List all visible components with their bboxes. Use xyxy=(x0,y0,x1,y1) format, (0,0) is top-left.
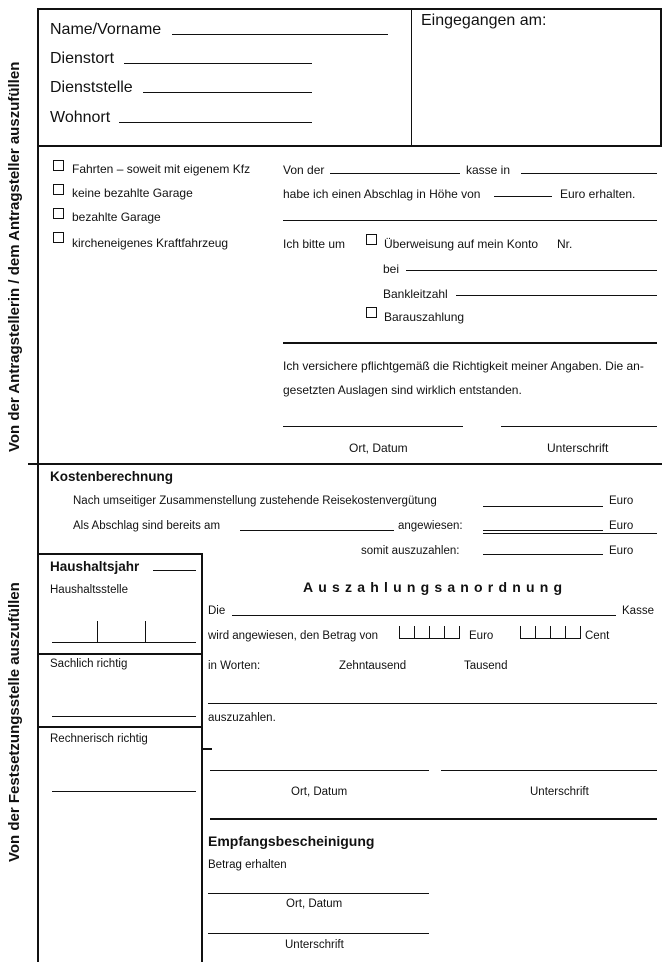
rechnerisch-box-top xyxy=(37,726,202,728)
declaration-divider xyxy=(283,342,657,344)
empfang-ort-datum-field[interactable] xyxy=(208,893,429,894)
blz-label: Bankleitzahl xyxy=(383,287,448,301)
wohnort-label: Wohnort xyxy=(50,109,111,126)
abschlag-extra-line[interactable] xyxy=(283,220,657,221)
kosten-row3-field[interactable] xyxy=(483,554,603,555)
kasse-in-field[interactable] xyxy=(521,173,657,174)
dienstort-label: Dienstort xyxy=(50,50,115,67)
empfang-divider xyxy=(210,818,657,820)
kosten-row1-euro: Euro xyxy=(609,495,634,507)
haushaltsstelle-label: Haushaltsstelle xyxy=(50,584,128,596)
von-der-label: Von der xyxy=(283,163,325,177)
cent-digit-boxes[interactable] xyxy=(520,626,580,640)
anordnung-ort-datum-label: Ort, Datum xyxy=(291,786,348,798)
sidebar-label-applicant: Von der Antragstellerin / dem Antragsteller auszufüllen xyxy=(6,61,23,452)
in-worten-label: in Worten: xyxy=(208,660,261,672)
declaration-unterschrift-label: Unterschrift xyxy=(547,441,609,455)
empfang-unterschrift-field[interactable] xyxy=(208,933,429,934)
abschlag-amount-field[interactable] xyxy=(494,196,552,197)
haushaltsjahr-label: Haushaltsjahr xyxy=(50,559,140,574)
kircheneigen-checkbox[interactable] xyxy=(53,232,64,243)
haushaltsstelle-field[interactable] xyxy=(52,642,196,643)
in-worten-field[interactable] xyxy=(208,703,657,704)
bank-name-field[interactable] xyxy=(406,270,657,271)
kosten-row1-field[interactable] xyxy=(483,506,603,507)
barauszahlung-label: Barauszahlung xyxy=(384,310,465,324)
anordnung-kasse-label: Kasse xyxy=(622,605,654,617)
keine-garage-label: keine bezahlte Garage xyxy=(72,186,193,200)
anordnung-ort-datum-field[interactable] xyxy=(210,770,429,771)
left-box-top xyxy=(37,553,202,555)
bezahlte-garage-label: bezahlte Garage xyxy=(72,210,161,224)
form-left-border xyxy=(37,8,39,962)
haushaltsjahr-field[interactable] xyxy=(153,570,196,571)
anordnung-unterschrift-label: Unterschrift xyxy=(530,786,589,798)
anordnung-euro-label: Euro xyxy=(469,630,494,642)
kosten-row3-euro: Euro xyxy=(609,545,634,557)
left-box-right-border xyxy=(201,553,203,962)
ueberweisung-checkbox[interactable] xyxy=(366,234,377,245)
name-field[interactable] xyxy=(172,34,388,35)
header-divider xyxy=(411,8,412,146)
empfang-betrag-label: Betrag erhalten xyxy=(208,859,287,871)
declaration-line-1: Ich versichere pflichtgemäß die Richtigkeit meiner Angaben. Die an- xyxy=(283,359,644,373)
fahrten-checkbox[interactable] xyxy=(53,160,64,171)
anordnung-die-label: Die xyxy=(208,605,226,617)
header-top-border xyxy=(37,8,662,10)
kosten-row3-label: somit auszuzahlen: xyxy=(361,545,460,557)
zehntausend-label: Zehntausend xyxy=(339,660,407,672)
rechnerisch-label: Rechnerisch richtig xyxy=(50,733,148,745)
anordnung-cent-label: Cent xyxy=(585,630,610,642)
declaration-unterschrift-field[interactable] xyxy=(501,426,657,427)
euro-erhalten-label: Euro erhalten. xyxy=(560,187,636,201)
empfang-title: Empfangsbescheinigung xyxy=(208,833,375,849)
anordnung-separator-tick xyxy=(201,748,212,750)
anordnung-unterschrift-field[interactable] xyxy=(441,770,657,771)
haushaltsstelle-tick-1 xyxy=(97,621,98,642)
kosten-row2-field[interactable] xyxy=(483,530,603,531)
tausend-label: Tausend xyxy=(464,660,508,672)
eingegangen-label: Eingegangen am: xyxy=(421,12,547,29)
anordnung-wird-label: wird angewiesen, den Betrag von xyxy=(208,630,379,642)
declaration-ort-datum-label: Ort, Datum xyxy=(349,441,408,455)
abschlag-label: habe ich einen Abschlag in Höhe von xyxy=(283,187,481,201)
von-der-field[interactable] xyxy=(330,173,460,174)
fahrten-label: Fahrten – soweit mit eigenem Kfz xyxy=(72,162,251,176)
barauszahlung-checkbox[interactable] xyxy=(366,307,377,318)
rechnerisch-field[interactable] xyxy=(52,791,196,792)
kircheneigen-label: kircheneigenes Kraftfahrzeug xyxy=(72,236,229,250)
bezahlte-garage-checkbox[interactable] xyxy=(53,208,64,219)
declaration-ort-datum-field[interactable] xyxy=(283,426,463,427)
empfang-ort-datum-label: Ort, Datum xyxy=(286,898,343,910)
header-right-border xyxy=(660,8,662,146)
sachlich-label: Sachlich richtig xyxy=(50,658,128,670)
wohnort-field[interactable] xyxy=(119,122,312,123)
name-label: Name/Vorname xyxy=(50,21,162,38)
anordnung-title: Auszahlungsanordnung xyxy=(303,579,568,595)
sachlich-box-top xyxy=(37,653,202,655)
kasse-in-label: kasse in xyxy=(466,163,511,177)
sidebar-label-office: Von der Festsetzungsstelle auszufüllen xyxy=(6,582,23,862)
bei-label: bei xyxy=(383,262,400,276)
kosten-title: Kostenberechnung xyxy=(50,469,174,484)
keine-garage-checkbox[interactable] xyxy=(53,184,64,195)
kosten-row2-label: Als Abschlag sind bereits am xyxy=(73,520,221,532)
anordnung-kasse-field[interactable] xyxy=(232,615,616,616)
declaration-line-2: gesetzten Auslagen sind wirklich entstanden. xyxy=(283,383,522,397)
kosten-row2-angewiesen: angewiesen: xyxy=(398,520,463,532)
header-bottom-border xyxy=(37,145,662,147)
section-divider xyxy=(28,463,662,465)
kosten-row2-date-field[interactable] xyxy=(240,530,394,531)
auszuzahlen-label: auszuzahlen. xyxy=(208,712,276,724)
konto-nr-label: Nr. xyxy=(557,237,573,251)
sachlich-field[interactable] xyxy=(52,716,196,717)
euro-digit-boxes[interactable] xyxy=(399,626,459,640)
dienstort-field[interactable] xyxy=(124,63,312,64)
ueberweisung-label: Überweisung auf mein Konto xyxy=(384,237,539,251)
kosten-row2-euro: Euro xyxy=(609,520,634,532)
kosten-row1-label: Nach umseitiger Zusammenstellung zustehende Reisekostenvergütung xyxy=(73,495,437,507)
dienststelle-label: Dienststelle xyxy=(50,79,133,96)
empfang-unterschrift-label: Unterschrift xyxy=(285,939,344,951)
dienststelle-field[interactable] xyxy=(143,92,312,93)
kosten-row2-underline xyxy=(483,533,657,534)
bitte-label: Ich bitte um xyxy=(283,237,346,251)
haushaltsstelle-tick-2 xyxy=(145,621,146,642)
blz-field[interactable] xyxy=(456,295,657,296)
